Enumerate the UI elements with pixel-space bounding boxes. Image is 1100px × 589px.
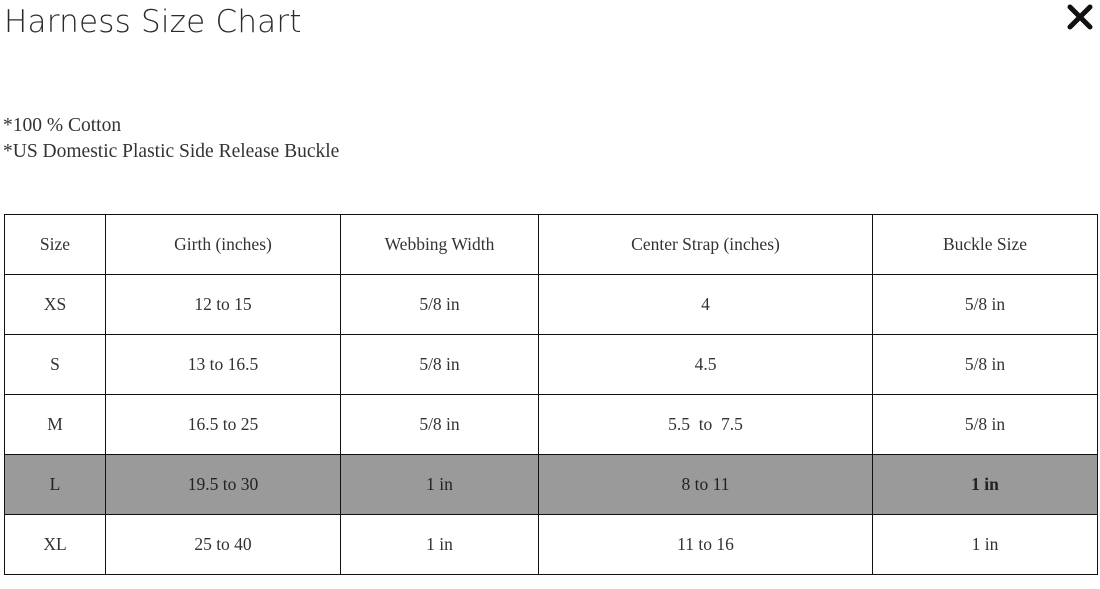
cell-webbing-width: 5/8 in xyxy=(341,395,539,455)
cell-buckle-size: 5/8 in xyxy=(873,275,1098,335)
product-notes xyxy=(3,113,339,165)
cell-buckle-size: 1 in xyxy=(873,515,1098,575)
cell-size: S xyxy=(5,335,106,395)
header-webbing-width: Webbing Width xyxy=(341,215,539,275)
cell-size: XS xyxy=(5,275,106,335)
cell-buckle-size: 5/8 in xyxy=(873,335,1098,395)
cell-center-strap: 11 to 16 xyxy=(539,515,873,575)
cell-girth: 13 to 16.5 xyxy=(106,335,341,395)
dialog-title: Harness Size Chart xyxy=(4,4,302,40)
table-header-row xyxy=(5,215,1098,275)
cell-center-strap: 4 xyxy=(539,275,873,335)
cell-size: M xyxy=(5,395,106,455)
header-center-strap: Center Strap (inches) xyxy=(539,215,873,275)
table-row-highlighted xyxy=(5,455,1098,515)
size-table xyxy=(4,214,1098,575)
cell-center-strap: 8 to 11 xyxy=(539,455,873,515)
cell-webbing-width: 1 in xyxy=(341,455,539,515)
cell-center-strap: 4.5 xyxy=(539,335,873,395)
cell-buckle-size: 5/8 in xyxy=(873,395,1098,455)
cell-girth: 16.5 to 25 xyxy=(106,395,341,455)
cell-center-strap: 5.5 to 7.5 xyxy=(539,395,873,455)
cell-girth: 19.5 to 30 xyxy=(106,455,341,515)
cell-girth: 25 to 40 xyxy=(106,515,341,575)
note-material: *100 % Cotton xyxy=(3,115,122,136)
close-icon[interactable] xyxy=(1065,2,1095,32)
header-size: Size xyxy=(5,215,106,275)
cell-buckle-size: 1 in xyxy=(873,455,1098,515)
table-row xyxy=(5,395,1098,455)
header-buckle-size: Buckle Size xyxy=(873,215,1098,275)
cell-size: XL xyxy=(5,515,106,575)
table-row xyxy=(5,335,1098,395)
table-row xyxy=(5,515,1098,575)
cell-girth: 12 to 15 xyxy=(106,275,341,335)
table-row xyxy=(5,275,1098,335)
cell-webbing-width: 5/8 in xyxy=(341,275,539,335)
cell-webbing-width: 1 in xyxy=(341,515,539,575)
note-buckle: *US Domestic Plastic Side Release Buckle xyxy=(3,141,340,162)
header-girth: Girth (inches) xyxy=(106,215,341,275)
cell-webbing-width: 5/8 in xyxy=(341,335,539,395)
cell-size: L xyxy=(5,455,106,515)
